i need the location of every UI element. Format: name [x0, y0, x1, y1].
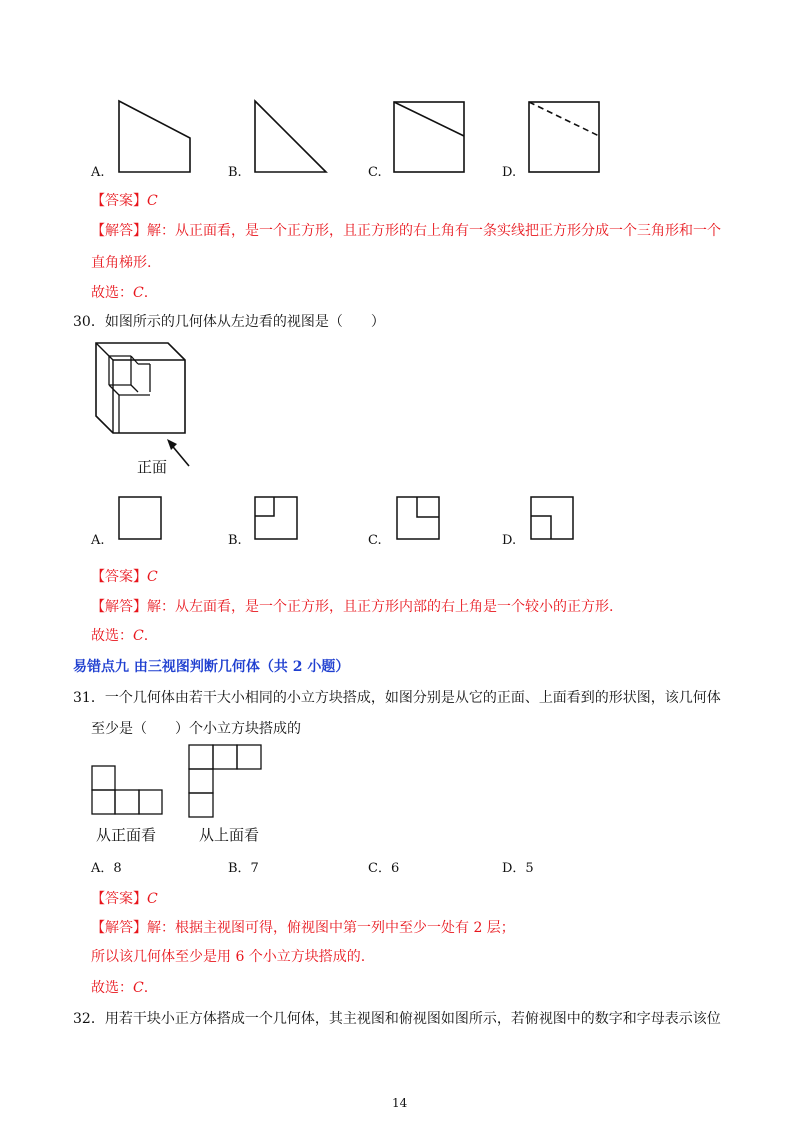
section-heading: 易错点九 由三视图判断几何体（共 2 小题）: [73, 659, 350, 675]
q30-option-c-label: C.: [368, 533, 382, 548]
q29-option-b-label: B.: [228, 165, 242, 180]
q31-option-b: B．7: [228, 861, 259, 876]
explanation-prefix: 【解答】: [91, 223, 147, 239]
answer-value: C: [147, 193, 158, 209]
q31-stem-line2: 至少是（ ）个小立方块搭成的: [91, 721, 301, 737]
q30-front-label: 正面: [137, 458, 168, 476]
q30-answer: [91, 568, 158, 586]
q29-answer: [91, 192, 158, 210]
choice-prefix: 故选：: [91, 980, 133, 996]
q29-option-c-figure: [393, 101, 468, 176]
q29-option-a-label: A.: [91, 165, 105, 180]
choice-value: C: [133, 285, 144, 301]
q29-option-b-figure: [254, 100, 334, 175]
answer-value: C: [147, 569, 158, 585]
q30-option-b-label: B.: [228, 533, 242, 548]
q30-option-d-label: D.: [502, 533, 517, 548]
q29-explanation-line1: [91, 222, 721, 240]
q30-option-a-figure: [118, 496, 164, 542]
q30-stem: 30．如图所示的几何体从左边看的视图是（ ）: [73, 314, 385, 330]
q31-front-view-figure: [91, 765, 166, 820]
q30-option-c-figure: [396, 496, 442, 542]
answer-value: C: [147, 891, 158, 907]
q30-option-a-label: A.: [91, 533, 105, 548]
choice-suffix: .: [143, 285, 149, 301]
q31-top-label: 从上面看: [199, 826, 260, 844]
q29-option-c-label: C.: [368, 165, 382, 180]
q31-explanation-line2: 所以该几何体至少是用 6 个小立方块搭成的.: [91, 949, 366, 965]
q30-option-d-figure: [530, 496, 576, 542]
explanation-prefix: 【解答】: [91, 599, 147, 615]
choice-suffix: .: [143, 980, 149, 996]
q29-choice: [91, 284, 148, 302]
q31-stem-line1: 31．一个几何体由若干大小相同的小立方块搭成，如图分别是从它的正面、上面看到的形状图，该几何体: [73, 690, 721, 706]
q31-option-c: C．6: [368, 861, 400, 876]
page-number: 14: [392, 1096, 408, 1110]
q30-choice: [91, 627, 148, 645]
q31-answer: [91, 890, 158, 908]
q31-option-a: A．8: [91, 861, 122, 876]
q30-explanation: [91, 598, 613, 616]
explanation-text: 解：根据主视图可得，俯视图中第一列中至少一处有 2 层；: [147, 920, 515, 936]
q31-explanation-line1: [91, 919, 515, 937]
explanation-text: 解：从正面看，是一个正方形，且正方形的右上角有一条实线把正方形分成一个三角形和一个: [147, 223, 721, 239]
q29-option-a-figure: [118, 100, 198, 175]
choice-suffix: .: [143, 628, 149, 644]
choice-value: C: [133, 628, 144, 644]
q29-option-d-label: D.: [502, 165, 517, 180]
answer-prefix: 【答案】: [91, 193, 147, 209]
q30-option-b-figure: [254, 496, 300, 542]
q29-option-d-figure: [528, 101, 603, 176]
explanation-text: 解：从左面看，是一个正方形，且正方形内部的右上角是一个较小的正方形.: [147, 599, 614, 615]
answer-prefix: 【答案】: [91, 569, 147, 585]
choice-value: C: [133, 980, 144, 996]
q31-choice: [91, 979, 148, 997]
explanation-prefix: 【解答】: [91, 920, 147, 936]
choice-prefix: 故选：: [91, 285, 133, 301]
q31-option-d: D．5: [502, 861, 534, 876]
q31-front-label: 从正面看: [96, 826, 157, 844]
answer-prefix: 【答案】: [91, 891, 147, 907]
q30-solid-figure: [93, 340, 203, 470]
q32-stem-line1: 32．用若干块小正方体搭成一个几何体，其主视图和俯视图如图所示，若俯视图中的数字和字母表示该位: [73, 1011, 721, 1027]
choice-prefix: 故选：: [91, 628, 133, 644]
q29-explanation-line2: 直角梯形.: [91, 255, 152, 271]
q31-top-view-figure: [188, 744, 266, 822]
